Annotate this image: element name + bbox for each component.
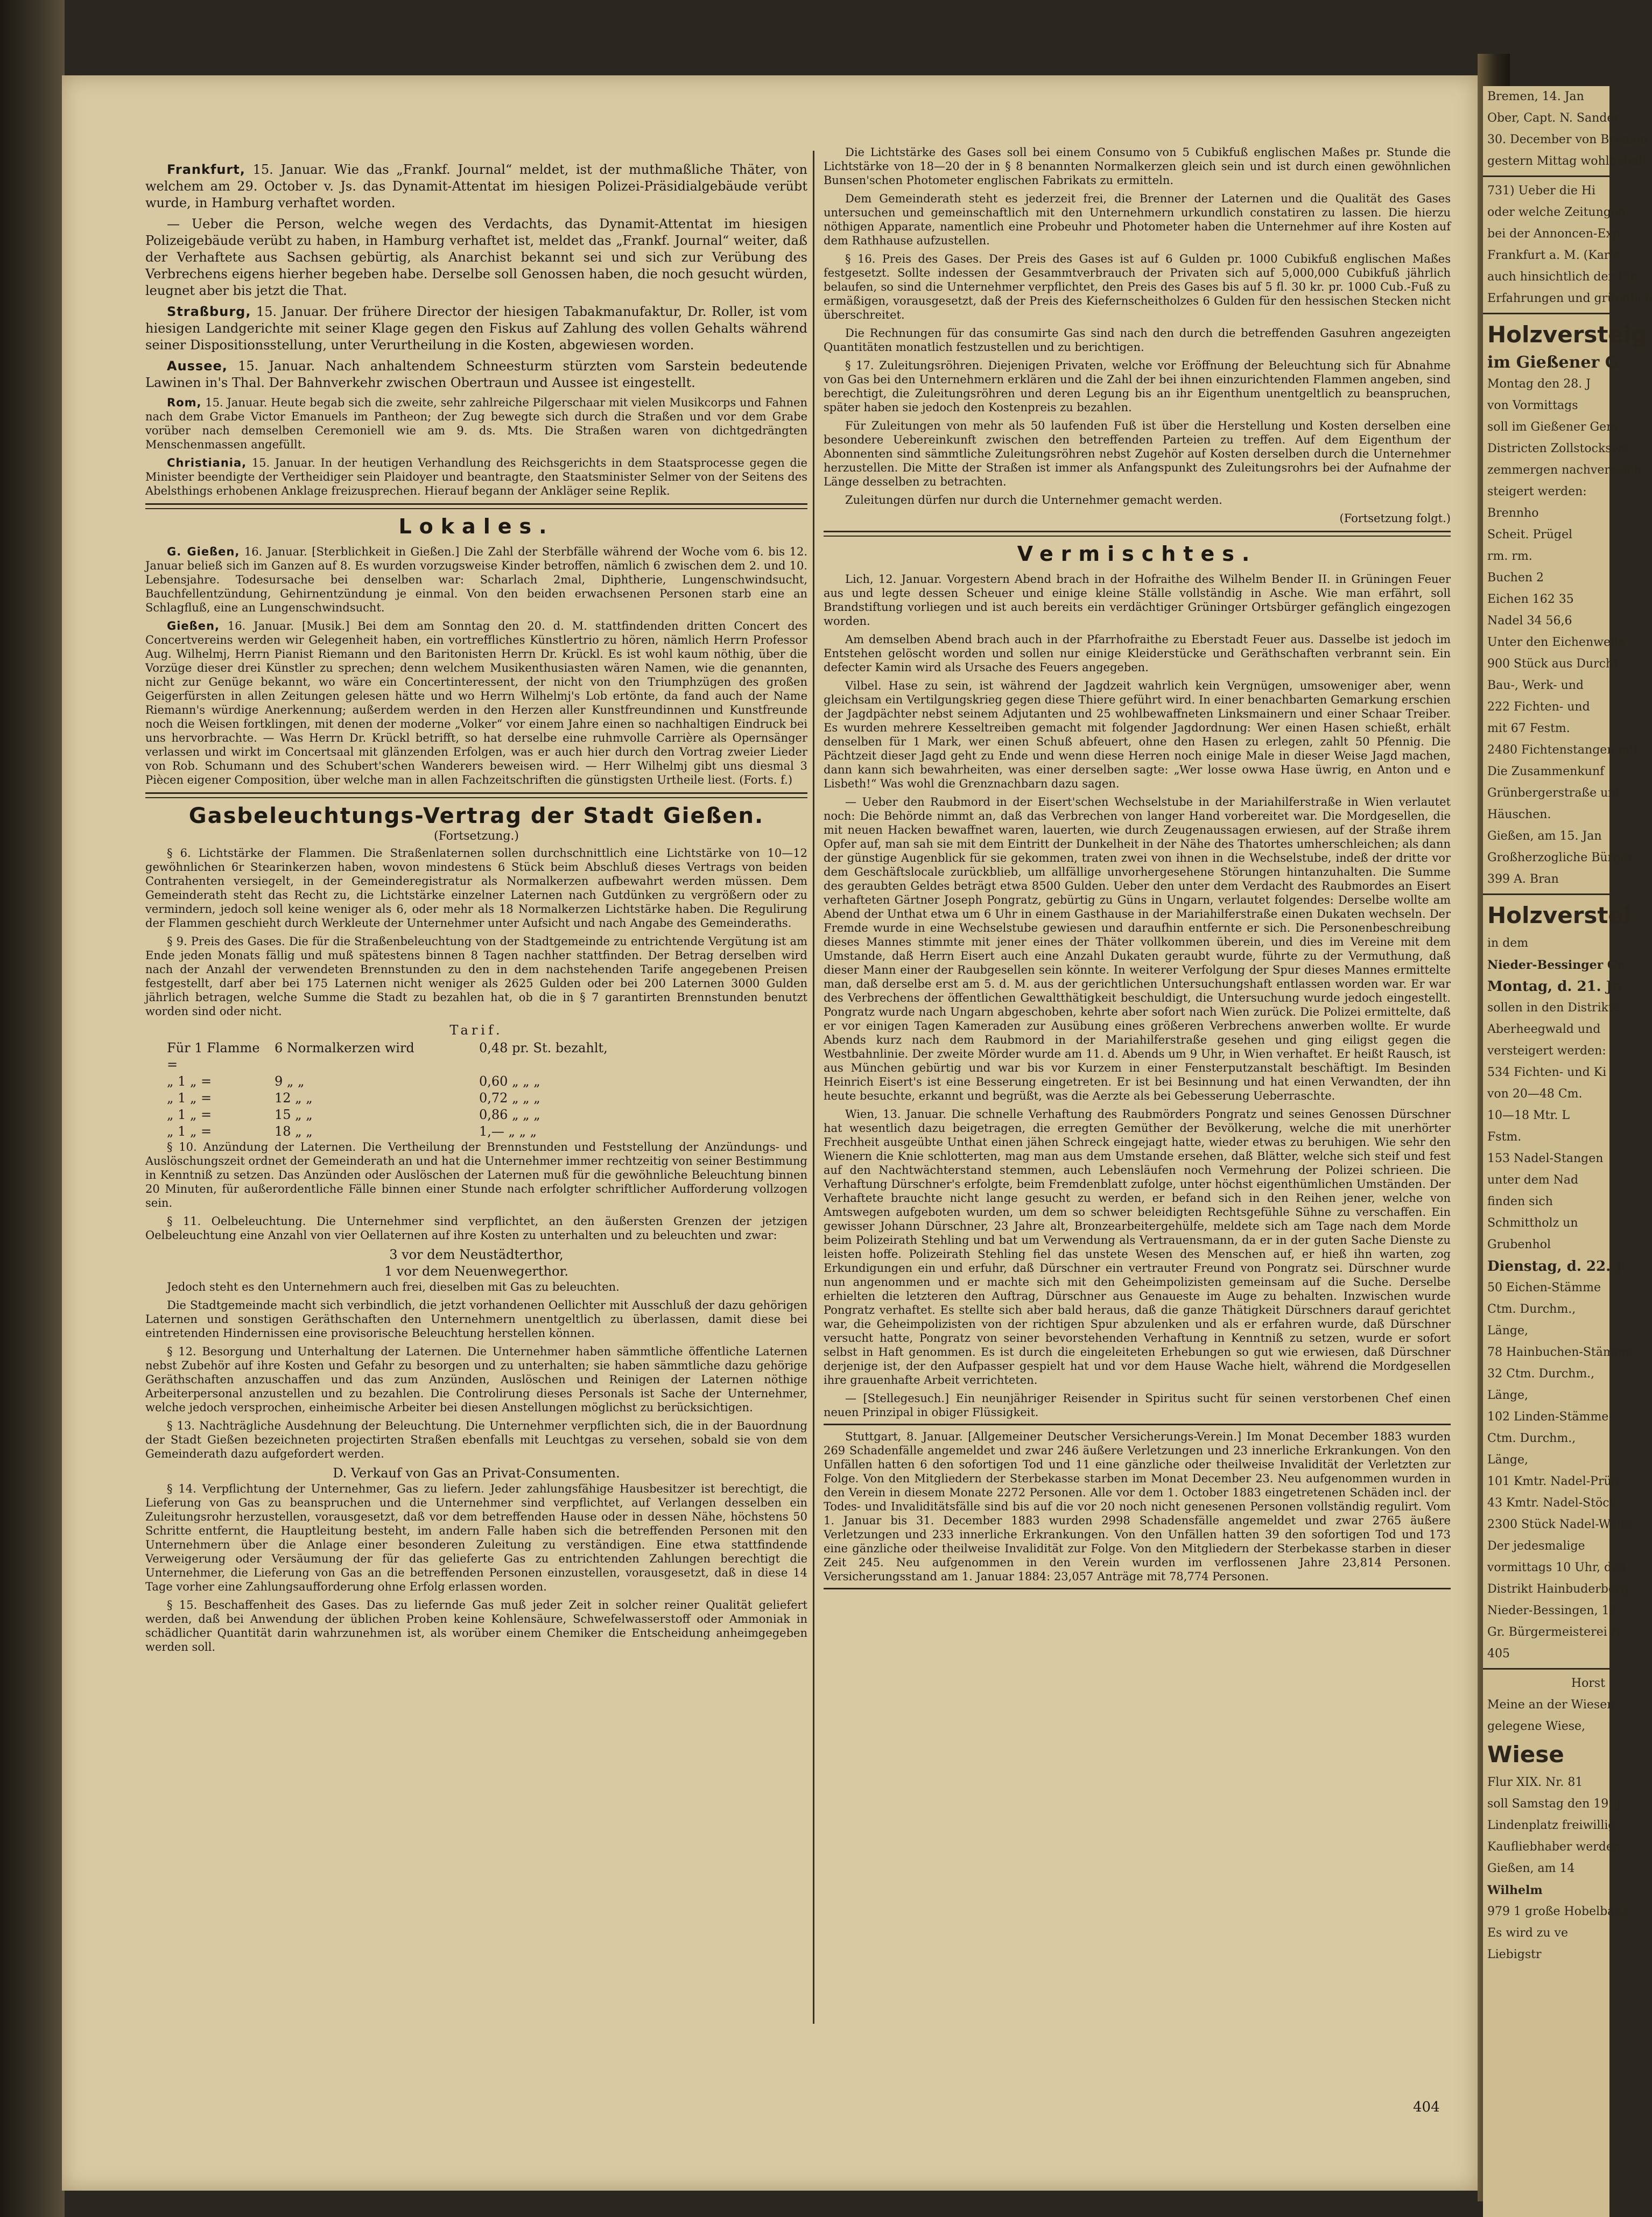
next-page-line: Scheit. Prügel — [1487, 528, 1573, 541]
dateline-aussee: Aussee, — [167, 358, 228, 374]
tarif-cell: „ 1 „ = — [167, 1090, 212, 1106]
next-page-line: rm. rm. — [1487, 550, 1533, 563]
next-page-line: 222 Fichten- und — [1487, 700, 1590, 714]
paragraph-6: § 6. Lichtstärke der Flammen. Die Straßenlaternen sollen durchschnittlich eine Lichtstärke von 10—12 gewöhnlichen 6r Stearinkerzen haben, wovon mindestens 6 Stück beim Abschluß dieses Vertrags von beiden Contrahenten versiegelt, in der Gemeinderegistratur als Normalkerzen aufbewahrt werden müssen. Dem Gemeinderath steht das Recht zu, die Lichtstärke einzelner Laternen nach Gutdünken zu vergrößern oder zu vermindern, jedoch soll keine weniger als 6, oder mehr als 18 Normalkerzen Lichtstärke haben. Die Regulirung der Flammen geschieht durch Werkleute der Unternehmer unter Aufsicht und nach Angabe des Gemeinderaths. — [145, 847, 807, 930]
next-page-line: Die Zusammenkunf — [1487, 765, 1605, 778]
article-stellegesuch: — [Stellegesuch.] Ein neunjähriger Reisender in Spiritus sucht für seinen verstorbenen Chef einen neuen Prinzipal in obiger Flüssigkeit. — [824, 1392, 1451, 1419]
paragraph-11-b: Jedoch steht es den Unternehmern auch frei, dieselben mit Gas zu beleuchten. — [167, 1280, 620, 1293]
next-page-line: Erfahrungen und gründlich — [1487, 292, 1652, 305]
tarif-cell: 6 Normalkerzen wird — [275, 1040, 414, 1055]
next-page-line: 731) Ueber die Hi — [1487, 184, 1596, 198]
article-giessen-musik — [145, 619, 807, 787]
article-wien-verhaftung: Wien, 13. Januar. Die schnelle Verhaftung des Raubmörders Pongratz und seines Genossen Dürschner hat wesentlich dazu beigetragen, die erregten Gemüther der Bevölkerung, welche die mit unerhörter Frechheit ausgeübte Unthat einen jähen Schreck eingejagt hatte, wieder etwas zu beruhigen. Wie sehr den Wienern die Knie schlotterten, mag man aus dem Umstande ersehen, daß Blätter, welche sich steif und fest auf den Nachtwächterstand stemmen, auch Lebensläufen noch Vermehrung der Polizei schrieen. Die Verhaftung Dürschner's erfolgte, beim Fremdenblatt zufolge, unter höchst eigenthümlichen Umständen. Der Verhaftete brauchte nicht lange gesucht zu werden, er befand sich in den Reihen jener, welche von Amtswegen aufgeboten wurden, um dem so schwer beleidigten Rechtsgefühle Sühne zu verschaffen. Ein gewisser Johann Dürschner, 23 Jahre alt, Bronzearbeitergehülfe, meldete sich am Tage nach dem Morde beim Polizeirath Stehling und bat um Verwendung als Vertrauensmann, da er in der guten Sache Dienste zu leisten hoffe. Polizeirath Stehling fiel das unstete Wesen des Menschen auf, er hieß ihn warten, zog Erkundigungen ein und erfuhr, daß Dürschner ein vertrauter Freund von Pongratz sei. Dürschner wurde nun angenommen und er machte sich mit den Geheimpolizisten gemeinsam auf die Suche. Derselbe erhielten die letzteren den Auftrag, Dürschner aus Genaueste im Auge zu behalten. Inzwischen wurde Pongratz verhaftet. Es stellte sich aber bald heraus, daß die ganze Thätigkeit Dürschners darauf gerichtet war, die Geheimpolizisten von der richtigen Spur abzulenken und als er erfahren wurde, daß Dürschner versucht hatte, Pongratz von seiner bevorstehenden Verhaftung in Kenntniß zu setzen, wurde er sofort selbst in Haft genommen. Es ist durch die eingeleiteten Erhebungen so gut wie erwiesen, daß Dürschner derjenige ist, der den Aufpasser gespielt hat und vor dem Hause Wache hielt, während die Mordgesellen ihre grauenhafte Arbeit verrichteten. — [824, 1108, 1451, 1386]
next-page-line: soll im Gießener Gem — [1487, 420, 1618, 434]
tarif-cell: „ 1 „ = — [167, 1124, 212, 1139]
article-wien-raubmord: — Ueber den Raubmord in der Eisert'schen Wechselstube in der Mariahilferstraße in Wien verlautet noch: Die Behörde nimmt an, daß das Verbrechen von langer Hand vorbereitet war. Die Mordgesellen, die mit neuen Hacken bewaffnet waren, lauerten, wie durch Zeugenaussagen erwiesen, auf der Straße ihrem Opfer auf, man sah sie mit dem Eintritt der Dunkelheit in der Nähe des Thatortes umherschleichen; als dann der günstige Augenblick für sie gekommen, traten zwei von ihnen in die Wechselstube, indeß der dritte vor dem Geschäftslocale zurückblieb, um allfällige unvorhergesehene Störungen hintanzuhalten. Die Summe des geraubten Geldes beträgt etwa 8500 Gulden. Ueber den unter dem Verdacht des Raubmordes an Eisert verhafteten Gärtner Joseph Pongratz, gebürtig zu Güns in Ungarn, verlautet folgendes: Derselbe wollte am Abend der Unthat etwa um 6 Uhr in einem Gasthause in der Mariahilferstraße einen Dukaten wechseln. Der Fremde wurde in eine Wechselstube gewiesen und daraufhin entfernte er sich. Die Personenbeschreibung dieses Mannes stimmte mit jener eines der Thäter vollkommen überein, und dies im Vereine mit dem Umstande, daß Herrn Eisert auch eine Anzahl Dukaten geraubt wurde, führte zu der Vermuthung, daß dieser Mann einer der Raubgesellen sein könnte. In weiterer Verfolgung der Spur dieses Mannes ermittelte man, daß derselbe erst am 5. d. M. aus der gerichtlichen Untersuchungshaft entlassen worden war. Er war des Verbrechens der öffentlichen Gewaltthätigkeit beschuldigt, die Untersuchung wurde jedoch eingestellt. Pongratz wurde nach Ungarn abgeschoben, kehrte aber sofort nach Wien zurück. Die Polizei ermittelte, daß er vor einigen Tagen Kameraden zur Ausübung eines größeren Verbrechens anwerben wollte. Er wurde Abends kurz nach dem Raubmord in der Mariahilferstraße gesehen und ging eiligst gegen die Westbahnlinie. Der zweite Mörder wurde am 11. d. Abends um 9 Uhr, in Wien verhaftet. Er heißt Rausch, ist aus München gebürtig und war bis vor Kurzem in einer Fensterputzanstalt beschäftigt. Im Besinden Heinrich Eisert's ist eine Besserung eingetreten. Er ist bei Besinnung und hat einen Verwandten, der ihn heute besuchte, erkannt und begrüßt, was die Aerzte als bei Gebesserung Ueberraschte. — [824, 796, 1451, 1102]
next-page-line: Horst — [1571, 1677, 1605, 1690]
article-strassburg — [145, 304, 807, 354]
next-page-line: Brennho — [1487, 506, 1539, 520]
paragraph-16: § 16. Preis des Gases. Der Preis des Gases ist auf 6 Gulden pr. 1000 Cubikfuß englischen Maßes festgesetzt. Sollte indessen der Gesammtverbrauch der Privaten sich auf 5,000,000 Cubikfuß jährlich belaufen, so sind die Unternehmer verpflichtet, den Preis des Gases bis auf 5 fl. 30 kr. pr. 1000 Cub.-Fuß zu ermäßigen, vorausgesetzt, daß der Preis des Kiefernscheitholzes 6 Gulden für den hessischen Stecken nicht überschreitet. — [824, 252, 1451, 321]
next-page-line: vormittags 10 Uhr, den — [1487, 1561, 1627, 1574]
tarif-row — [145, 1123, 807, 1140]
paragraph-17-c: Zuleitungen dürfen nur durch die Unternehmer gemacht werden. — [845, 494, 1222, 506]
next-page-line: Unter den Eichenwelle — [1487, 636, 1626, 649]
next-page-line: Montag, d. 21. Ja — [1487, 979, 1622, 995]
next-page-line: Lindenplatz freiwillig — [1487, 1819, 1616, 1832]
tarif-cell: 18 „ „ — [275, 1124, 313, 1139]
tarif-cell: 12 „ „ — [275, 1090, 313, 1106]
section-rule — [145, 792, 807, 798]
next-page-line: Länge, — [1487, 1453, 1528, 1467]
article-frankfurt-2: — Ueber die Person, welche wegen des Verdachts, das Dynamit-Attentat im hiesigen Polizeigebäude verübt zu haben, in Hamburg verhaftet ist, meldet das „Frankf. Journal“ weiter, daß der Verhaftete aus Sachsen gebürtig, als Anarchist bekannt sei und sich zur Verübung des Verbrechens eigens hierher begeben habe. Derselbe soll Genossen haben, die noch gesucht würden, leugnet aber bis jetzt die That. — [145, 216, 807, 298]
next-page-line: gestern Mittag wohlbehalt — [1487, 154, 1647, 168]
article-rule — [824, 1424, 1451, 1425]
tarif-cell: 0,60 „ „ „ — [479, 1074, 540, 1089]
dateline-giessen: G. Gießen, — [167, 545, 240, 558]
article-lich: Lich, 12. Januar. Vorgestern Abend brach in der Hofraithe des Wilhelm Bender II. in Grüningen Feuer aus und legte dessen Scheuer und einige kleine Ställe vollständig in Asche. Wie man erfährt, soll Brandstiftung vorliegen und ist auch bereits ein verdächtiger Grüninger Ortsbürger gefänglich eingezogen worden. — [824, 573, 1451, 628]
section-rule — [145, 503, 807, 509]
next-page-line: unter dem Nad — [1487, 1173, 1579, 1187]
tarif-row — [145, 1090, 807, 1107]
next-page-line: oder welche Zeitungen — [1487, 206, 1626, 219]
next-page-strip — [1483, 86, 1652, 2217]
next-page-line: Wilhelm — [1487, 1883, 1543, 1897]
article-aussee — [145, 358, 807, 391]
article-frankfurt — [145, 161, 807, 212]
dateline-giessen: Gießen, — [167, 620, 220, 632]
tarif-row — [145, 1040, 807, 1073]
paragraph-14: § 14. Verpflichtung der Unternehmer, Gas zu liefern. Jeder zahlungsfähige Hausbesitzer ist berechtigt, die Lieferung von Gas zu beanspruchen und die Unternehmer sind verpflichtet, auf Verlangen desselben ein Zuleitungsrohr herzustellen, vorausgesetzt, daß vor dem betreffenden Hause oder in dessen Nähe, höchstens 50 Schritte entfernt, die Hauptleitung besteht, im andern Falle haben sich die betreffenden Personen mit den Unternehmern über die Anlage einer besonderen Zuleitung zu verständigen. Eine etwa stattfindende Verweigerung oder Versäumung der für das gelieferte Gas zu entrichtenden Zahlungen berechtigt die Unternehmer, die Lieferung von Gas an die betreffenden Personen einzustellen, vorausgesetzt, daß in diese 14 Tage vorher eine Zahlungsaufforderung ohne Erfolg erlassen worden. — [145, 1482, 807, 1593]
next-page-line: Nieder-Bessingen, 12 — [1487, 1604, 1617, 1617]
next-page-line: 534 Fichten- und Ki — [1487, 1066, 1607, 1079]
next-page-line: mit 67 Festm. — [1487, 722, 1570, 735]
tarif-cell: 0,48 pr. St. bezahlt, — [479, 1040, 608, 1055]
next-page-line: Districten Zollstockswa — [1487, 442, 1629, 455]
article-text: 15. Januar. Der frühere Director der hiesigen Tabakmanufaktur, Dr. Roller, ist vom hiesigen Landgerichte mit seiner Klage gegen den Fiskus auf Zahlung des vollen Gehalts während seiner Dispositionsstellung, unter Verurtheilung in die Kosten, abgewiesen worden. — [145, 304, 807, 353]
next-page-rule — [1483, 313, 1609, 314]
next-page-line: 101 Kmtr. Nadel-Prüg — [1487, 1475, 1619, 1488]
next-page-line: 78 Hainbuchen-Stämme — [1487, 1346, 1633, 1359]
book-edge-left — [0, 0, 65, 2217]
next-page-line: soll Samstag den 19. J — [1487, 1797, 1621, 1811]
tarif-heading: Tarif. — [449, 1023, 503, 1038]
next-page-line: steigert werden: — [1487, 485, 1587, 498]
next-page-line: Länge, — [1487, 1324, 1528, 1338]
next-page-line: Gießen, am 15. Jan — [1487, 829, 1602, 843]
next-page-heading: Holzversteig — [1487, 321, 1648, 348]
next-page-line: 30. December von Bremen — [1487, 133, 1648, 146]
next-page-line: 979 1 große Hobelbank — [1487, 1905, 1629, 1918]
next-page-line: von 20—48 Cm. — [1487, 1087, 1583, 1101]
article-text: 15. Januar. Nach anhaltendem Schneesturm stürzten vom Sarstein bedeutende Lawinen in's Thal. Der Bahnverkehr zwischen Obertraun und Aussee ist eingestellt. — [145, 358, 807, 390]
article-vilbel: Vilbel. Hase zu sein, ist während der Jagdzeit wahrlich kein Vergnügen, umsoweniger aber, wenn gleichsam ein Vertilgungskrieg gegen diese Thiere geführt wird. In einer benachbarten Gemarkung erschien der Jagdpächter nebst seinem Adjutanten und 25 wohlbewaffneten Linksmainern und einer Schaar Treiber. Es wurden mehrere Kesseltreiben gemacht mit folgender Jagdordnung: Wer einen Hasen schießt, erhält denselben für 1 Mark, wer einen Schuß abfeuert, ohne den Hasen zu erlegen, zahlt 50 Pfennig. Die Pächtzeit dieser Jagd geht zu Ende und wenn diese Herren noch einige Male in dieser Weise Jagd machen, dann kann sich bewahrheiten, was einer derselben sagte: „Wer losse owwa Hase üwrig, en Anton und e Lisbeth!“ Was wohl die Grenznachbarn dazu sagen. — [824, 679, 1451, 790]
tarif-row — [145, 1107, 807, 1123]
next-page-line: Nadel 34 56,6 — [1487, 614, 1572, 628]
paragraph-15-cont-2: Dem Gemeinderath steht es jederzeit frei, die Brenner der Laternen und die Qualität des Gases untersuchen und gemeinschaftlich mit den Unternehmern urkundlich constatiren zu lassen. Die hierzu nöthigen Apparate, namentlich eine Probeuhr und Photometer haben die Unternehmer auf ihre Kosten auf dem Rathhause aufzustellen. — [824, 192, 1451, 247]
paragraph-17: § 17. Zuleitungsröhren. Diejenigen Privaten, welche vor Eröffnung der Beleuchtung sich für Abnahme von Gas bei den Unternehmern erklären und die Zahl der bei ihnen einzurichtenden Flammen angeben, sind berechtigt, die Zuleitungsröhren und deren Legung bis an ihr Eigenthum unentgeltlich zu beanspruchen, später haben sie jedoch den Kostenpreis zu bezahlen. — [824, 359, 1451, 414]
dateline-strassburg: Straßburg, — [167, 304, 251, 319]
next-page-line: sollen in den Distrikte — [1487, 1001, 1620, 1015]
next-page-line: Liebigstr — [1487, 1948, 1542, 1961]
next-page-line: Fstm. — [1487, 1130, 1522, 1144]
next-page-subheading: im Gießener G — [1487, 353, 1619, 372]
section-rule — [824, 531, 1451, 537]
next-page-line: bei der Annoncen-Exp — [1487, 227, 1620, 241]
dateline-frankfurt: Frankfurt, — [167, 162, 245, 177]
article-giessen-sterblichkeit — [145, 545, 807, 615]
next-page-line: Gr. Bürgermeisterei N — [1487, 1625, 1622, 1639]
next-page-line: Distrikt Hainbuderberg, — [1487, 1582, 1633, 1596]
next-page-line: Nieder-Bessinger Ge — [1487, 958, 1625, 972]
tarif-cell: 0,72 „ „ „ — [479, 1090, 540, 1106]
next-page-line: Ctm. Durchm., — [1487, 1303, 1576, 1316]
paragraph-9: § 9. Preis des Gases. Die für die Straßenbeleuchtung von der Stadtgemeinde zu entrichtende Vergütung ist am Ende jeden Monats fällig und muß spätestens binnen 8 Tagen nachher stattfinden. Der Betrag derselben wird nach der Anzahl der verwendeten Brennstunden zu den in dem nachstehenden Tarife angegebenen Preisen festgestellt, darf aber bei 175 Laternen nicht weniger als 2625 Gulden oder bei 200 Laternen 3000 Gulden jährlich betragen, welche Summe die Stadt zu bezahlen hat, ob die in § 7 garantirten Brennstunden benutzt worden sind oder nicht. — [145, 935, 807, 1018]
section-heading-lokales: Lokales. — [398, 515, 554, 538]
next-page-line: 2300 Stück Nadel-Welle — [1487, 1518, 1632, 1531]
dateline-rom: Rom, — [167, 396, 202, 409]
article-stuttgart: Stuttgart, 8. Januar. [Allgemeiner Deutscher Versicherungs-Verein.] Im Monat December 1883 wurden 269 Schadenfälle angemeldet und zwar 246 äußere Verletzungen und 23 innerliche Erkrankungen. Von den Unfällen hatten 6 den sofortigen Tod und 11 eine gänzliche oder theilweise Invalidität der Verletzten zur Folge. Von den Mitgliedern der Sterbekasse starben im Monat December 23. Neu aufgenommen wurden in den Verein in diesem Monate 2272 Personen. Alle vor dem 1. October 1883 eingetretenen Schäden incl. der Todes- und Invaliditätsfälle sind bis auf die vor 20 noch nicht genesenen Personen vollständig regulirt. Vom 1. Januar bis 31. December 1883 wurden 2998 Schadensfälle angemeldet und zwar 2765 äußere Verletzungen und 233 innerliche Erkrankungen. Von den Unfällen hatten 39 den sofortigen Tod und 173 eine gänzliche oder theilweise Invalidität zur Folge. Von den Mitgliedern der Sterbekasse starben in dieser Zeit 245. Neu aufgenommen in den Verein wurden im verflossenen Jahre 23,814 Personen. Versicherungsstand am 1. Januar 1884: 23,057 Anträge mit 78,774 Personen. — [824, 1430, 1451, 1583]
next-page-line: 43 Kmtr. Nadel-Stöck — [1487, 1496, 1616, 1510]
article-christiania — [145, 456, 807, 498]
tarif-cell: Für 1 Flamme = — [167, 1040, 260, 1072]
section-heading-gasvertrag: Gasbeleuchtungs-Vertrag der Stadt Gießen. — [188, 804, 764, 828]
next-page-line: Länge, — [1487, 1389, 1528, 1402]
next-page-line: Bremen, 14. Jan — [1487, 90, 1584, 103]
next-page-line: zemmergen nachverzeich — [1487, 463, 1642, 477]
paragraph-12: § 12. Besorgung und Unterhaltung der Laternen. Die Unternehmer haben sämmtliche öffentliche Laternen nebst Zubehör auf ihre Kosten und Gefahr zu besorgen und zu unterhalten; sie haben sämmtliche dazu gehörige Geräthschaften anzuschaffen und das zum Anzünden, Auslöschen und Reinigen der Laternen nöthige Arbeiterpersonal anzustellen und zu bezahlen. Die Controlirung dieses Personals ist Sache der Unternehmer, welche jedoch versprochen, einheimische Arbeiter bei diesen Anstellungen möglichst zu berücksichtigen. — [145, 1345, 807, 1414]
next-page-line: 405 — [1487, 1647, 1510, 1660]
section-d-heading: D. Verkauf von Gas an Privat-Consumenten. — [333, 1466, 620, 1481]
next-page-heading: Wiese — [1487, 1741, 1564, 1768]
next-page-line: Ctm. Durchm., — [1487, 1432, 1576, 1445]
next-page-line: in dem — [1487, 937, 1529, 950]
next-page-rule — [1483, 175, 1609, 177]
next-page-rule — [1483, 1668, 1609, 1670]
tarif-cell: 0,86 „ „ „ — [479, 1107, 540, 1122]
next-page-line: 10—18 Mtr. L — [1487, 1109, 1570, 1122]
section-subheading: (Fortsetzung.) — [434, 829, 519, 843]
next-page-line: Kaufliebhaber werden — [1487, 1840, 1621, 1854]
next-page-line: 50 Eichen-Stämme — [1487, 1281, 1601, 1294]
section-heading-vermischtes: Vermischtes. — [1017, 542, 1257, 566]
paragraph-13: § 13. Nachträgliche Ausdehnung der Beleuchtung. Die Unternehmer verpflichten sich, die in der Bauordnung der Stadt Gießen bezeichneten projectirten Straßen ebenfalls mit Leuchtgas zu versehen, sobald sie von dem Gemeinderath dazu aufgefordert werden. — [145, 1419, 807, 1460]
next-page-line: Schmittholz un — [1487, 1216, 1578, 1230]
next-page-line: gelegene Wiese, — [1487, 1720, 1586, 1733]
middle-column — [824, 145, 1451, 1959]
next-page-line: Großherzogliche Bürger — [1487, 851, 1634, 864]
next-page-heading: Holzverstei — [1487, 902, 1632, 928]
tarif-cell: „ 1 „ = — [167, 1074, 212, 1089]
next-page-line: Buchen 2 — [1487, 571, 1544, 585]
tarif-row — [145, 1073, 807, 1090]
next-page-line: Meine an der Wiesen — [1487, 1698, 1615, 1712]
tarif-cell: „ 1 „ = — [167, 1107, 212, 1122]
tarif-cell: 15 „ „ — [275, 1107, 313, 1122]
next-page-line: Es wird zu ve — [1487, 1926, 1569, 1940]
article-text: 16. Januar. [Musik.] Bei dem am Sonntag den 20. d. M. stattfindenden dritten Concert des Concertvereins werden wir Gelegenheit haben, ein vortreffliches Künstlertrio zu hören, nämlich Herrn Professor Aug. Wilhelmj, Herrn Pianist Riemann und den Baritonisten Herrn Dr. Krückl. Es ist wohl kaum nöthig, über die Vorzüge dieser drei Künstler zu sprechen; denn welchem Musikenthusiasten wären Namen, wie die genannten, nicht zur Genüge bekannt, wo wäre ein Concertinteressent, der nicht von den Triumphzügen des großen Geigerfürsten in allen Zeitungen gelesen hätte und wo Herrn Wilhelmj's Lob ertönte, da fand auch der Name Riemann's würdige Anerkennung; außerdem werden in den Herzen aller Kunstfreundinnen und Kunstfreunde noch die Weisen fortklingen, mit denen der moderne „Volker“ vor einem Jahre einen so nachhaltigen Eindruck bei uns hervorbrachte. — Was Herrn Dr. Krückl betrifft, so hat derselbe eine ruhmvolle Carrière als Opernsänger verlassen und wirkt im Concertsaal mit glänzenden Erfolgen, was er auch hier durch den Vortrag zweier Lieder von Rob. Schumann und des Schubert'schen Wanderers beweisen wird. — Herr Wilhelmj gibt uns diesmal 3 Piècen eigener Composition, über welche man in allen Fachzeitschriften die günstigsten Urtheile liest. (Forts. f.) — [145, 620, 807, 786]
next-page-line: von Vormittags — [1487, 399, 1578, 412]
paragraph-16-b: Die Rechnungen für das consumirte Gas sind nach den durch die betreffenden Gasuhren angezeigten Quantitäten monatlich festzustellen und zu berichtigen. — [824, 327, 1451, 354]
next-page-line: Eichen 162 35 — [1487, 593, 1574, 606]
paragraph-15: § 15. Beschaffenheit des Gases. Das zu liefernde Gas muß jeder Zeit in solcher reiner Qualität geliefert werden, daß bei Anwendung der üblichen Proben keine Kohlensäure, Schwefelwasserstoff oder Ammoniak in schädlicher Quantität darin wahrzunehmen ist, als worüber einem Chemiker die Entscheidung anheimgegeben werden soll. — [145, 1599, 807, 1653]
paragraph-11-list-item: 1 vor dem Neuenwegerthor. — [384, 1264, 569, 1279]
column-divider — [813, 151, 814, 2024]
next-page-line: 153 Nadel-Stangen — [1487, 1152, 1604, 1165]
next-page-rule — [1483, 893, 1609, 895]
next-page-line: Frankfurt a. M. (Karls — [1487, 249, 1620, 262]
article-text: 15. Januar. In der heutigen Verhandlung des Reichsgerichts in dem Staatsprocesse gegen die Minister beendigte der Vertheidiger sein Plaidoyer und beantragte, den Staatsminister Selmer von der Seitens des Abelsthings erhobenen Anklage freizusprechen. Hierauf begann der Ankläger seine Replik. — [145, 456, 807, 497]
next-page-line: Grubenhol — [1487, 1238, 1551, 1251]
tarif-cell: 9 „ „ — [275, 1074, 305, 1089]
article-rom — [145, 396, 807, 452]
tarif-cell: 1,— „ „ „ — [479, 1124, 537, 1139]
next-page-line: Dienstag, d. 22. J — [1487, 1258, 1622, 1275]
tarif-table — [145, 1040, 807, 1140]
next-page-line: auch hinsichtlich der Ein — [1487, 270, 1638, 284]
paragraph-10: § 10. Anzündung der Laternen. Die Vertheilung der Brennstunden und Feststellung der Anzündungs- und Auslöschungszeit ordnet der Gemeinderath an und hat die Unternehmer immer rechtzeitig von seiner Bestimmung in Kenntniß zu setzen. Das Anzünden oder Auslöschen der Laternen muß für die gewöhnliche Beleuchtung binnen 20 Minuten, für außerordentliche Fälle binnen einer Stunde nach erfolgter schriftlicher Aufforderung vollzogen sein. — [145, 1141, 807, 1209]
left-column — [145, 161, 807, 2029]
article-text: 15. Januar. Heute begab sich die zweite, sehr zahlreiche Pilgerschaar mit vielen Musikcorps und Fahnen nach dem Grabe Victor Emanuels im Pantheon; der Zug bewegte sich durch die Straßen und vor dem Grabe vorüber nach demselben Ceremoniell wie am 9. ds. Mts. Die Straßen waren von dichtgedrängten Menschenmassen angefüllt. — [145, 396, 807, 451]
paragraph-11-list-item: 3 vor dem Neustädterthor, — [389, 1247, 564, 1262]
next-page-line: 900 Stück aus Durchf — [1487, 657, 1618, 671]
next-page-line: Gießen, am 14 — [1487, 1862, 1575, 1875]
dateline-christiania: Christiania, — [167, 456, 247, 469]
next-page-line: Grünbergerstraße unt — [1487, 786, 1621, 800]
article-rule — [824, 1588, 1451, 1589]
paragraph-11: § 11. Oelbeleuchtung. Die Unternehmer sind verpflichtet, an den äußersten Grenzen der jetzigen Oelbeleuchtung eine Anzahl von vier Oellaternen auf ihre Kosten zu unterhalten und zu beleuchten und zwar: — [145, 1215, 807, 1242]
article-text: 16. Januar. [Sterblichkeit in Gießen.] Die Zahl der Sterbfälle während der Woche vom 6. bis 12. Januar beließ sich im Ganzen auf 8. Es wurden vorzugsweise Kinder betroffen, nämlich 6 zwischen dem 2. und 10. Lebensjahre. Todesursache bei denselben war: Scharlach 2mal, Diphtherie, Lungenschwindsucht, Bauchfellentzündung, Gehirnentzündung je einmal. Von den beiden erwachsenen Personen starb eine an Schlagfluß, eine an Lungenschwindsucht. — [145, 545, 807, 614]
next-page-line: Montag den 28. J — [1487, 377, 1591, 391]
next-page-line: versteigert werden: — [1487, 1044, 1606, 1058]
next-page-line: Häuschen. — [1487, 808, 1551, 821]
next-page-line: Aberheegwald und — [1487, 1023, 1601, 1036]
next-page-line: 32 Ctm. Durchm., — [1487, 1367, 1595, 1381]
paragraph-17-b: Für Zuleitungen von mehr als 50 laufenden Fuß ist über die Herstellung und Kosten derselben eine besondere Uebereinkunft zwischen den betreffenden Parteien zu treffen. Auf dem Eigenthum der Abonnenten sind sämmtliche Zuleitungsröhren nebst Zugehör auf Kosten derselben durch die Unternehmer herzustellen. Die Mitte der Straßen ist immer als Anfangspunkt des Zuleitungsrohrs bei der Aufnahme der Länge desselben zu betrachten. — [824, 419, 1451, 488]
article-text: 15. Januar. Wie das „Frankf. Journal“ meldet, ist der muthmaßliche Thäter, von welchem am 29. October v. Js. das Dynamit-Attentat im hiesigen Polizei-Präsidialgebäude verübt wurde, in Hamburg verhaftet worden. — [145, 162, 807, 210]
next-page-line: 102 Linden-Stämme — [1487, 1410, 1609, 1424]
next-page-line: 2480 Fichtenstangen mit — [1487, 743, 1639, 757]
page-number: 404 — [1413, 2099, 1440, 2115]
next-page-line: Bau-, Werk- und — [1487, 679, 1584, 692]
next-page-line: Flur XIX. Nr. 81 — [1487, 1776, 1583, 1789]
article-lich-2: Am demselben Abend brach auch in der Pfarrhofraithe zu Eberstadt Feuer aus. Dasselbe ist jedoch im Entstehen gelöscht worden und sollen nur einige Kleiderstücke und Geräthschaften verbrannt sein. Ein defecter Kamin wird als Ursache des Feuers angegeben. — [824, 633, 1451, 674]
next-page-line: Der jedesmalige — [1487, 1539, 1585, 1553]
paragraph-15-cont: Die Lichtstärke des Gases soll bei einem Consumo von 5 Cubikfuß englischen Maßes pr. Stunde die Lichtstärke von 18—20 der in § 8 benannten Normalkerzen gleich sein und ist durch einen gewöhnlichen Bunsen'schen Photometer englischen Fabrikats zu ermitteln. — [824, 146, 1451, 187]
paragraph-11-c: Die Stadtgemeinde macht sich verbindlich, die jetzt vorhandenen Oellichter mit Ausschluß der dazu gehörigen Laternen und sonstigen Geräthschaften den Unternehmern unentgeltlich zu überlassen, damit diese bei eintretenden Hindernissen eine provisorische Beleuchtung herstellen können. — [145, 1299, 807, 1340]
continuation-note: (Fortsetzung folgt.) — [1339, 512, 1451, 525]
next-page-line: 399 A. Bran — [1487, 872, 1559, 886]
next-page-line: Ober, Capt. N. Sander — [1487, 111, 1620, 125]
next-page-line: finden sich — [1487, 1195, 1553, 1208]
